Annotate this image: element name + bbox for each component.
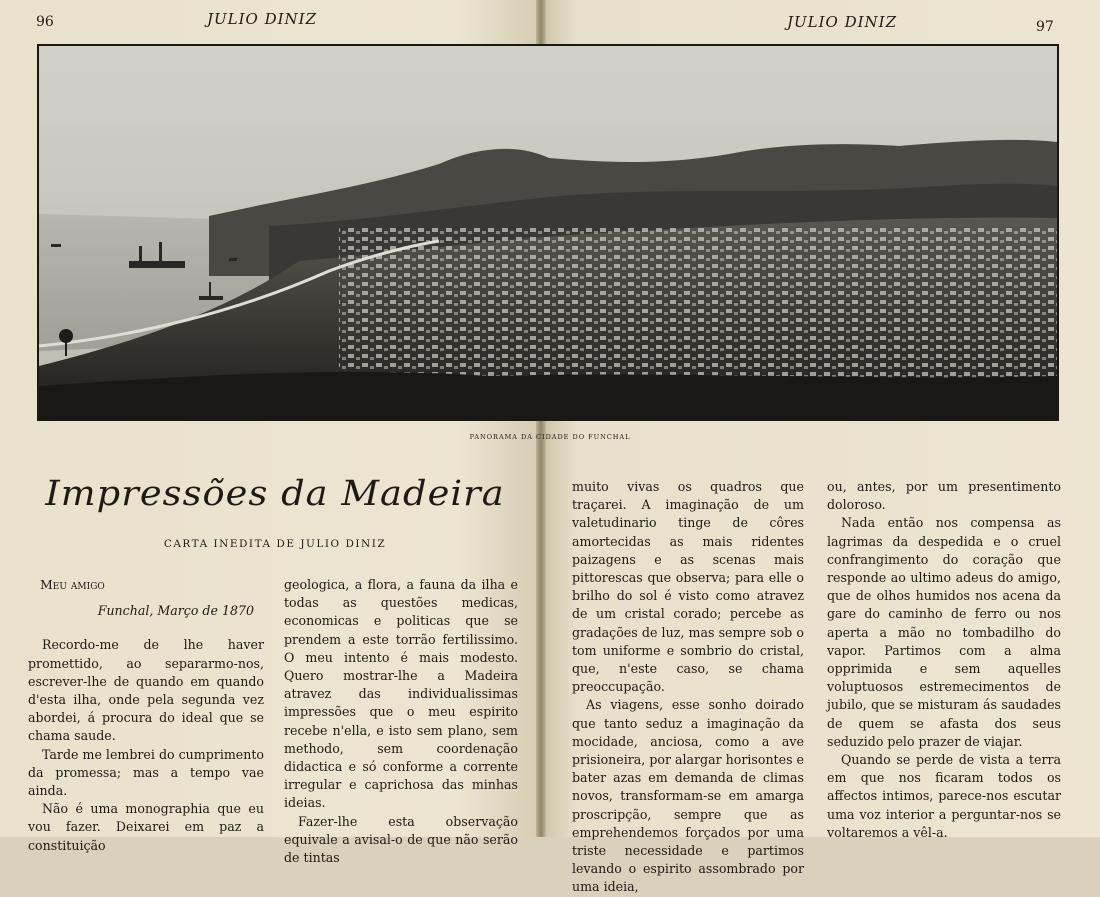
article-title: Impressões da Madeira bbox=[45, 474, 505, 514]
panorama-photo-icon bbox=[39, 46, 1057, 419]
paragraph: Nada então nos compensa as lagrimas da despedida e o cruel confrangimento do coração que responde ao ultimo adeus do amigo, que de olhos humidos nos acena da gare do caminho de ferro ou nos aperta a mão no tombadilho do vapor. Partimos com a alma opprimida e sem aquelles voluptuosos estremecimentos de jubilo, que se misturam ás saudades de quem se afasta dos seus seduzido pelo prazer de viajar. bbox=[827, 515, 1061, 749]
paragraph: geologica, a flora, a fauna da ilha e todas as questões medicas, economicas e politicas que se prendem a este torrão fertilissimo. O meu intento é mais modesto. Quero mostrar-lhe a Madeira atravez das individualissimas impressões que o meu espirito recebe n'ella, e isto sem plano, sem methodo, sem coordenação didactica e só conforme a corrente irregular e caprichosa das minhas ideias. bbox=[284, 577, 518, 811]
article-subtitle: CARTA INEDITA DE JULIO DINIZ bbox=[163, 538, 387, 550]
column-1 bbox=[28, 576, 264, 855]
paragraph: Não é uma monographia que eu vou fazer. Deixarei em paz a constituição bbox=[28, 801, 264, 853]
left-page-number: 96 bbox=[36, 14, 54, 30]
panorama-photo bbox=[37, 44, 1059, 421]
dateline: Funchal, Março de 1870 bbox=[97, 603, 254, 619]
figure-caption: PANORAMA DA CIDADE DO FUNCHAL bbox=[469, 433, 631, 441]
column-3 bbox=[572, 478, 804, 897]
paragraph: ou, antes, por um presentimento doloroso. bbox=[827, 479, 1061, 513]
right-page-number: 97 bbox=[1036, 19, 1054, 35]
paragraph: Recordo-me de lhe haver promettido, ao separarmo-nos, escrever-lhe de quando em quando d'esta ilha, onde pela segunda vez abordei, á procura do ideal que se chama saude. bbox=[28, 637, 264, 744]
paragraph: muito vivas os quadros que traçarei. A imaginação de um valetudinario tinge de côres amortecidas as mais ridentes paizagens e as scenas mais pittorescas que observa; para elle o brilho do sol é visto como atravez de um cristal corado; percebe as gradações de luz, mas sempre sob o tom uniforme e sombrio do cristal, que, n'este caso, se chama preoccupação. bbox=[572, 479, 804, 695]
column-4 bbox=[827, 478, 1061, 842]
paragraph: As viagens, esse sonho doirado que tanto seduz a imaginação da mocidade, anciosa, como a ave prisioneira, por alargar horisontes e bater azas em demanda de climas novos, transformam-se em amarga proscripção, sempre que as emprehendemos forçados por uma triste necessidade e partimos levando o espirito assombrado por uma ideia, bbox=[572, 697, 804, 895]
paragraph: Quando se perde de vista a terra em que nos ficaram todos os affectos intimos, parece-nos escutar uma voz interior a perguntar-nos se voltaremos a vêl-a. bbox=[827, 752, 1061, 840]
paragraph: Fazer-lhe esta observação equivale a avisal-o de que não serão de tintas bbox=[284, 813, 518, 866]
left-running-head: JULIO DINIZ bbox=[207, 10, 318, 28]
salutation: Meu amigo bbox=[40, 577, 105, 592]
right-running-head: JULIO DINIZ bbox=[787, 13, 898, 31]
paragraph: Tarde me lembrei do cumprimento da promessa; mas a tempo vae ainda. bbox=[28, 746, 264, 799]
column-2 bbox=[284, 576, 518, 867]
